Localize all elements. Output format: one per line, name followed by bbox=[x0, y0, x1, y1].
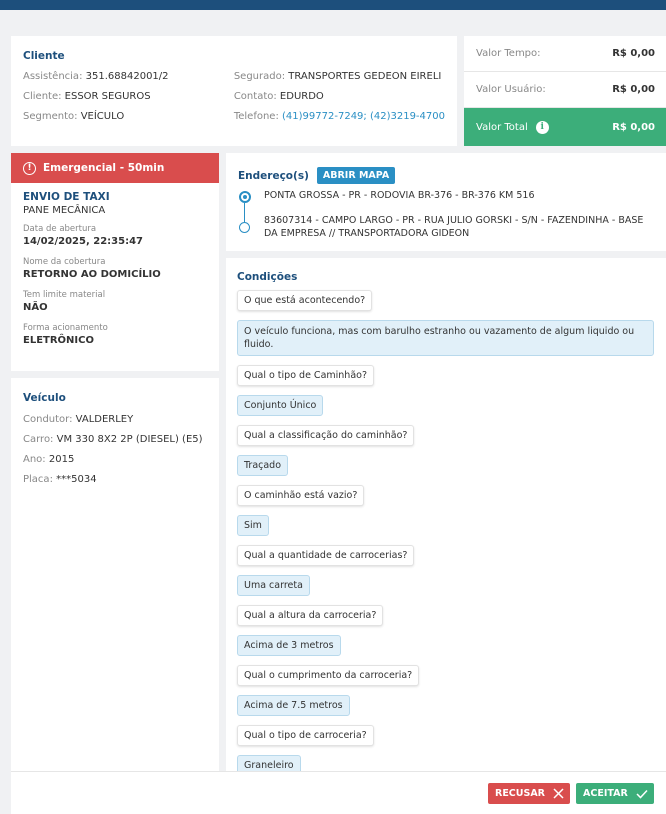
time-value-amount: R$ 0,00 bbox=[612, 48, 655, 59]
assistance-row bbox=[23, 67, 234, 87]
car-value: VM 330 8X2 2P (DIESEL) (E5) bbox=[56, 434, 203, 445]
contact-row bbox=[234, 87, 445, 107]
assistance-value: 351.68842001/2 bbox=[85, 71, 169, 82]
condition-question: Qual o cumprimento da carroceria? bbox=[237, 665, 419, 686]
conditions-section-title: Condições bbox=[237, 271, 298, 283]
service-reason: PANE MECÂNICA bbox=[23, 205, 106, 216]
accept-label: ACEITAR bbox=[583, 788, 628, 799]
condition-answer: Acima de 7.5 metros bbox=[237, 695, 350, 716]
emergency-label: Emergencial - 50min bbox=[43, 162, 165, 174]
assistance-label: Assistência: bbox=[23, 71, 83, 82]
condition-answer: Acima de 3 metros bbox=[237, 635, 341, 656]
coverage-label: Nome da cobertura bbox=[23, 257, 106, 267]
segment-label: Segmento: bbox=[23, 111, 78, 122]
x-icon bbox=[553, 788, 564, 799]
car-label: Carro: bbox=[23, 434, 54, 445]
total-value-label-group bbox=[476, 121, 549, 134]
plate-value: ***5034 bbox=[56, 474, 97, 485]
condition-answer: Conjunto Único bbox=[237, 395, 323, 416]
origin-marker-icon bbox=[239, 191, 251, 203]
segment-value: VEÍCULO bbox=[80, 111, 125, 122]
condition-answer: Graneleiro bbox=[237, 755, 301, 772]
service-type: ENVIO DE TAXI bbox=[23, 191, 110, 203]
user-value-label: Valor Usuário: bbox=[476, 84, 546, 95]
condition-question: Qual a quantidade de carrocerias? bbox=[237, 545, 414, 566]
contact-label: Contato: bbox=[233, 91, 277, 102]
total-value-label: Valor Total bbox=[476, 121, 528, 133]
trigger-method-value: ELETRÔNICO bbox=[23, 335, 94, 346]
segment-row bbox=[23, 107, 234, 127]
insured-row bbox=[234, 67, 445, 87]
condition-question: O caminhão está vazio? bbox=[237, 485, 364, 506]
address-list bbox=[238, 189, 654, 240]
open-map-button[interactable]: ABRIR MAPA bbox=[317, 167, 395, 184]
phone-link[interactable]: (41)99772-7249; (42)3219-4700 bbox=[282, 111, 445, 122]
total-value-amount: R$ 0,00 bbox=[612, 121, 655, 133]
client-card bbox=[11, 36, 457, 146]
action-footer bbox=[11, 771, 666, 814]
condition-answer: Traçado bbox=[237, 455, 288, 476]
coverage-value: RETORNO AO DOMICÍLIO bbox=[23, 269, 161, 280]
values-card bbox=[464, 36, 666, 146]
total-value-row bbox=[464, 108, 666, 146]
condition-question: Qual o tipo de carroceria? bbox=[237, 725, 374, 746]
year-label: Ano: bbox=[23, 454, 46, 465]
client-row bbox=[23, 87, 234, 107]
user-value-row bbox=[464, 72, 666, 108]
opening-date-value: 14/02/2025, 22:35:47 bbox=[23, 236, 143, 247]
driver-row bbox=[23, 410, 207, 430]
condition-question: Qual a altura da carroceria? bbox=[237, 605, 383, 626]
destination-marker-icon bbox=[239, 222, 250, 233]
address-card bbox=[226, 153, 666, 251]
condition-question: O que está acontecendo? bbox=[237, 290, 372, 311]
driver-label: Condutor: bbox=[23, 414, 73, 425]
service-card bbox=[11, 153, 219, 371]
material-limit-label: Tem limite material bbox=[23, 290, 106, 300]
route-line bbox=[244, 203, 245, 222]
car-row bbox=[23, 430, 207, 450]
insured-value: TRANSPORTES GEDEON EIRELI bbox=[288, 71, 442, 82]
phone-label: Telefone: bbox=[233, 111, 279, 122]
condition-answer: Uma carreta bbox=[237, 575, 310, 596]
time-value-label: Valor Tempo: bbox=[476, 48, 541, 59]
alert-circle-icon: ! bbox=[23, 162, 36, 175]
insured-label: Segurado: bbox=[233, 71, 286, 82]
reject-button[interactable] bbox=[488, 783, 570, 804]
contact-value: EDURDO bbox=[279, 91, 324, 102]
plate-label: Placa: bbox=[23, 474, 53, 485]
accept-button[interactable] bbox=[576, 783, 654, 804]
address-section-title: Endereço(s) bbox=[238, 169, 309, 182]
reject-label: RECUSAR bbox=[495, 788, 546, 799]
plate-row bbox=[23, 470, 207, 490]
client-section-title: Cliente bbox=[23, 50, 65, 62]
trigger-method-label: Forma acionamento bbox=[23, 323, 108, 333]
vehicle-section-title: Veículo bbox=[23, 392, 66, 404]
destination-address: 83607314 - CAMPO LARGO - PR - RUA JULIO GORSKI - S/N - FAZENDINHA - BASE DA EMPRESA // TRANSPORTADORA GIDEON bbox=[264, 215, 644, 239]
condition-question: Qual o tipo de Caminhão? bbox=[237, 365, 374, 386]
emergency-header bbox=[11, 153, 219, 183]
material-limit-value: NÃO bbox=[23, 302, 48, 313]
condition-question: Qual a classificação do caminhão? bbox=[237, 425, 414, 446]
year-row bbox=[23, 450, 207, 470]
vehicle-card bbox=[11, 378, 219, 778]
driver-value: VALDERLEY bbox=[75, 414, 134, 425]
check-icon bbox=[636, 789, 648, 799]
year-value: 2015 bbox=[48, 454, 75, 465]
info-icon[interactable]: i bbox=[536, 121, 549, 134]
client-value: ESSOR SEGUROS bbox=[64, 91, 151, 102]
time-value-row bbox=[464, 36, 666, 72]
user-value-amount: R$ 0,00 bbox=[612, 84, 655, 95]
opening-date-label: Data de abertura bbox=[23, 224, 97, 234]
client-label: Cliente: bbox=[23, 91, 62, 102]
phone-row bbox=[234, 107, 445, 127]
conditions-card bbox=[226, 258, 666, 772]
condition-answer: O veículo funciona, mas com barulho estranho ou vazamento de algum liquido ou fluido. bbox=[237, 320, 654, 356]
origin-address: PONTA GROSSA - PR - RODOVIA BR-376 - BR-376 KM 516 bbox=[264, 190, 535, 201]
top-bar bbox=[0, 0, 666, 10]
condition-answer: Sim bbox=[237, 515, 269, 536]
